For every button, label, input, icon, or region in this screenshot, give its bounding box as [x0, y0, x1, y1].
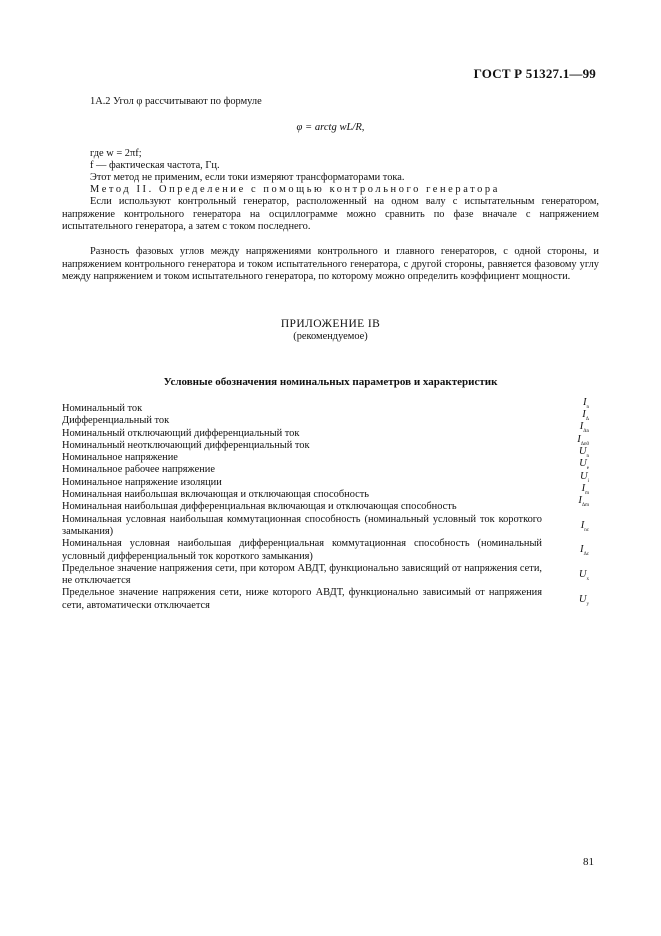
parameter-label: Номинальное напряжение изоляции: [62, 476, 222, 488]
parameter-symbol-letter: U: [578, 593, 587, 605]
parameter-symbol-letter: I: [582, 409, 586, 421]
parameter-symbol: [579, 569, 589, 586]
method-2-heading: Метод II. Определение с помощью контрольного генератора: [90, 184, 500, 195]
parameter-label: Номинальный ток: [62, 403, 143, 414]
parameter-symbol-subscript: x: [586, 577, 589, 583]
parameter-symbol-letter: U: [579, 458, 587, 470]
parameter-symbol-subscript: m: [585, 491, 589, 497]
parameter-symbol-subscript: nc: [584, 527, 589, 533]
phase-angle-formula: φ = arctg wL/R,: [296, 122, 365, 133]
parameter-symbol-letter: I: [581, 482, 586, 494]
parameter-row: [62, 563, 599, 588]
parameter-symbol-letter: I: [577, 433, 581, 445]
parameter-symbol-subscript: i: [587, 478, 589, 484]
parameter-row: [62, 409, 599, 427]
parameter-symbol-letter: I: [578, 495, 582, 507]
parameter-label: Предельное значение напряжения сети, при котором АВДТ, функционально зависящий от напряжения сети, не отключается: [62, 562, 542, 587]
method-not-applicable-note: Этот метод не применим, если токи измеряют трансформаторами тока.: [90, 172, 405, 183]
parameter-row: [62, 538, 599, 563]
parameter-label: Номинальная условная наибольшая коммутационная способность (номинальный условный ток короткого замыкания): [62, 513, 542, 537]
parameter-symbol-letter: U: [578, 446, 587, 458]
parameter-label: Номинальная условная наибольшая дифференциальная коммутационная способность (номинальный условный дифференциальный ток короткого замыкания): [62, 538, 542, 562]
parameter-label: Номинальное рабочее напряжение: [62, 464, 215, 476]
page-number: 81: [583, 856, 594, 868]
parameter-symbol: [581, 520, 589, 537]
parameter-symbol-letter: U: [578, 569, 587, 581]
parameter-symbol: [579, 594, 589, 611]
parameter-symbol-letter: I: [579, 421, 584, 433]
standard-number: ГОСТ Р 51327.1—99: [473, 66, 596, 81]
parameter-symbol-subscript: Δm: [581, 503, 589, 509]
parameter-symbol-subscript: Δ: [585, 417, 589, 423]
parameter-symbol-subscript: n: [586, 454, 589, 460]
parameter-symbol-subscript: n: [586, 405, 589, 410]
parameter-label: Номинальный отключающий дифференциальный ток: [62, 427, 300, 439]
parameter-row: [62, 587, 599, 612]
parameter-symbol-letter: U: [579, 470, 588, 482]
method-2-paragraph-1: Если используют контрольный генератор, расположенный на одном валу с испытательным генератором, напряжение контрольного генератора на осциллограмме можно сравнить по фазе вначале с напряжением испытательного генератора, а затем с током последнего.: [62, 196, 599, 233]
parameter-symbol-letter: I: [582, 396, 587, 408]
parameter-symbol-subscript: e: [586, 466, 589, 472]
parameter-symbol-subscript: Δn: [583, 429, 589, 435]
section-1a2-intro: 1А.2 Угол φ рассчитывают по формуле: [90, 96, 262, 107]
parameter-symbol-letter: I: [580, 544, 584, 556]
parameters-heading: Условные обозначения номинальных параметров и характеристик: [163, 376, 498, 388]
parameter-symbol-letter: I: [580, 519, 585, 531]
parameter-symbol-subscript: Δc: [583, 552, 589, 558]
parameter-symbol-subscript: y: [586, 601, 589, 607]
parameter-row: [62, 396, 599, 415]
parameter-row: [62, 446, 599, 464]
parameter-label: Номинальная наибольшая включающая и отключающая способность: [62, 489, 370, 501]
parameter-row: [62, 514, 599, 539]
parameters-list: [62, 396, 599, 612]
formula-where-w: где w = 2πf;: [90, 148, 142, 159]
parameter-label: Номинальное напряжение: [62, 452, 178, 464]
parameter-label: Предельное значение напряжения сети, ниже которого АВДТ, функционально зависимый от напряжения сети, автоматически отключается: [62, 587, 542, 611]
appendix-status: (рекомендуемое): [293, 331, 368, 342]
parameter-label: Номинальная наибольшая дифференциальная включающая и отключающая способность: [62, 501, 457, 513]
parameter-label: Номинальный неотключающий дифференциальный ток: [62, 439, 310, 451]
appendix-title: ПРИЛОЖЕНИЕ IВ: [280, 318, 381, 330]
parameter-symbol-subscript: Δn0: [580, 441, 589, 447]
method-2-paragraph-2: Разность фазовых углов между напряжениями контрольного и главного генераторов, с одной стороны, и напряжением контрольного генератора и током испытательного генератора, с другой стороны, равняется фазовому углу между напряжением и током испытательного генератора, по которому можно определить коэффициент мощности.: [62, 246, 599, 283]
parameter-label: Дифференциальный ток: [62, 415, 170, 427]
parameter-symbol: [578, 495, 589, 512]
formula-f-definition: f — фактическая частота, Гц.: [90, 160, 220, 171]
parameter-symbol: [580, 544, 589, 561]
parameter-row: [62, 421, 599, 440]
